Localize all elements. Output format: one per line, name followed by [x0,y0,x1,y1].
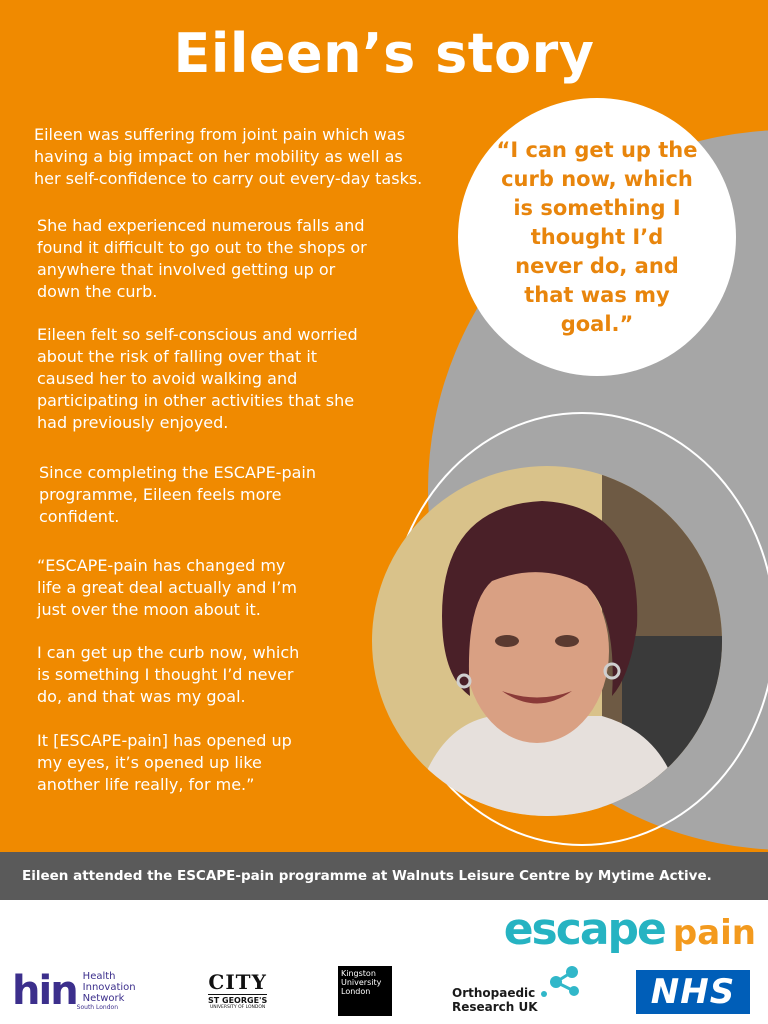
story-paragraph-2: She had experienced numerous falls and found it difficult to go out to the shops or anywhere that involved getting up or down the curb. [37,216,367,301]
testimonial-paragraph-1: “ESCAPE-pain has changed my life a great deal actually and I’m just over the moon about it. [37,556,297,619]
story-paragraph-1: Eileen was suffering from joint pain which was having a big impact on her mobility as well as her self-confidence to carry out every-day tasks. [34,125,423,188]
pain-wordmark: pain [672,913,756,953]
hin-region: South London [76,1004,119,1011]
escape-pain-logo [504,904,756,964]
university-of-london-text: UNIVERSITY OF LONDON [209,1005,266,1010]
city-st-georges-logo [208,970,267,1010]
hin-mark: hin [12,968,77,1014]
oruk-molecule-icon [534,964,584,998]
eileen-photo [372,466,722,816]
hin-logo [12,968,136,1014]
orthopaedic-research-uk-logo [452,964,582,1018]
kingston-university-logo: Kingston University London [338,966,392,1016]
oruk-wordmark: Orthopaedic Research UK [452,986,538,1014]
story-paragraph-4: Since completing the ESCAPE-pain programme, Eileen feels more confident. [39,463,316,526]
escape-wordmark: escape [503,904,665,955]
story-paragraph-3: Eileen felt so self-conscious and worried about the risk of falling over that it caused her to avoid walking and participating in other activities that she had previously enjoyed. [37,325,358,432]
eileen-portrait-illustration [372,466,722,816]
testimonial-paragraph-3: It [ESCAPE-pain] has opened up my eyes, it’s opened up like another life really, for me.” [37,731,292,794]
pull-quote-text: “I can get up the curb now, which is something I thought I’d never do, and that was my goal.” [496,137,698,336]
caption-bar [0,852,768,900]
pull-quote-circle [458,98,736,376]
st-georges-wordmark: ST GEORGE'S [208,996,268,1005]
caption-text: Eileen attended the ESCAPE-pain programme at Walnuts Leisure Centre by Mytime Active. [22,868,712,884]
page-title: Eileen’s story [173,22,595,85]
partner-logos [0,900,768,1024]
hin-name: Health Innovation Network [82,971,136,1004]
testimonial-paragraph-2: I can get up the curb now, which is something I thought I’d never do, and that was my goal. [37,643,300,706]
city-wordmark: CITY [208,970,267,994]
nhs-logo: NHS [636,970,750,1014]
